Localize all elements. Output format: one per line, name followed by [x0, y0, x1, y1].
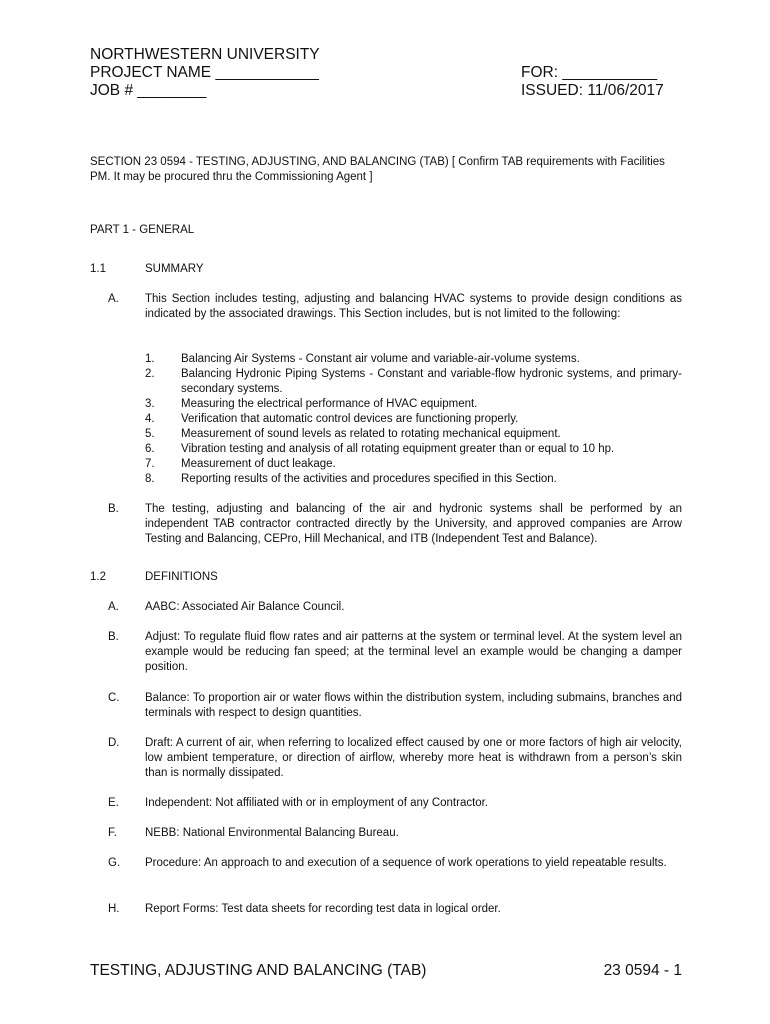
list-item-text: Measuring the electrical performance of HVAC equipment.: [181, 398, 478, 410]
list-item-text: Measurement of duct leakage.: [181, 458, 336, 470]
paragraph-letter: A.: [108, 293, 119, 305]
footer-page-number: 23 0594 - 1: [603, 962, 682, 979]
definition-text: Procedure: An approach to and execution of a sequence of work operations to yield repeatable results.: [145, 857, 667, 869]
definition-letter: D.: [108, 737, 120, 749]
section-title: SECTION 23 0594 - TESTING, ADJUSTING, AND BALANCING (TAB) [ Confirm TAB requirements with Facilities PM. It may be procured thru the Commissioning Agent ]: [90, 156, 665, 183]
definition-letter: H.: [108, 903, 120, 915]
definition-text: NEBB: National Environmental Balancing Bureau.: [145, 827, 399, 839]
article-number: 1.2: [90, 571, 106, 583]
list-item-text: Reporting results of the activities and procedures specified in this Section.: [181, 473, 557, 485]
list-item-text: Balancing Air Systems - Constant air volume and variable-air-volume systems.: [181, 353, 580, 365]
list-item-text: Balancing Hydronic Piping Systems - Constant and variable-flow hydronic systems, and primary-secondary systems.: [181, 368, 682, 395]
definition-text: Independent: Not affiliated with or in employment of any Contractor.: [145, 797, 489, 809]
article-title: SUMMARY: [145, 263, 204, 275]
definition-text: AABC: Associated Air Balance Council.: [145, 601, 345, 613]
list-item-number: 3.: [145, 398, 155, 410]
list-item-number: 1.: [145, 353, 155, 365]
list-item-text: Measurement of sound levels as related to rotating mechanical equipment.: [181, 428, 561, 440]
list-item-number: 6.: [145, 443, 155, 455]
list-item-number: 7.: [145, 458, 155, 470]
header-issued: ISSUED: 11/06/2017: [521, 82, 664, 99]
list-item-text: Verification that automatic control devices are functioning properly.: [181, 413, 519, 425]
header-org: NORTHWESTERN UNIVERSITY: [90, 46, 320, 63]
header-right: [521, 64, 664, 100]
definition-letter: E.: [108, 797, 119, 809]
footer-title: TESTING, ADJUSTING AND BALANCING (TAB): [90, 962, 427, 979]
header-project: PROJECT NAME ____________: [90, 64, 319, 81]
paragraph-text: The testing, adjusting and balancing of the air and hydronic systems shall be performed by an independent TAB contractor contracted directly by the University, and approved companies are Arrow Testing and Balancing, CEPro, Hill Mechanical, and ITB (Independent Test and Balance).: [145, 503, 682, 545]
paragraph-letter: B.: [108, 503, 119, 515]
definition-text: Draft: A current of air, when referring to localized effect caused by one or more factors of high air velocity, low ambient temperature, or direction of airflow, whereby more heat is withdrawn from a person’s skin than is normally dissipated.: [145, 737, 682, 779]
list-item-number: 8.: [145, 473, 155, 485]
definition-text: Report Forms: Test data sheets for recording test data in logical order.: [145, 903, 501, 915]
definition-letter: A.: [108, 601, 119, 613]
list-item-text: Vibration testing and analysis of all rotating equipment greater than or equal to 10 hp.: [181, 443, 615, 455]
article-number: 1.1: [90, 263, 106, 275]
definition-letter: B.: [108, 631, 119, 643]
article-title: DEFINITIONS: [145, 571, 218, 583]
definition-letter: G.: [108, 857, 121, 869]
header-job: JOB # ________: [90, 82, 207, 99]
list-item-number: 5.: [145, 428, 155, 440]
definition-letter: F.: [108, 827, 117, 839]
paragraph-text: This Section includes testing, adjusting and balancing HVAC systems to provide design conditions as indicated by the associated drawings. This Section includes, but is not limited to the following:: [145, 293, 682, 320]
header-for: FOR: ___________: [521, 64, 658, 81]
definition-text: Adjust: To regulate fluid flow rates and air patterns at the system or terminal level. At the system level an example would be reducing fan speed; at the terminal level an example would be changing a damper position.: [145, 631, 682, 673]
list-item-number: 4.: [145, 413, 155, 425]
header-left: [90, 46, 320, 100]
list-item-number: 2.: [145, 368, 155, 380]
part-heading: PART 1 - GENERAL: [90, 224, 195, 236]
definition-text: Balance: To proportion air or water flows within the distribution system, including submains, branches and terminals with respect to design quantities.: [145, 692, 682, 719]
definition-letter: C.: [108, 692, 120, 704]
